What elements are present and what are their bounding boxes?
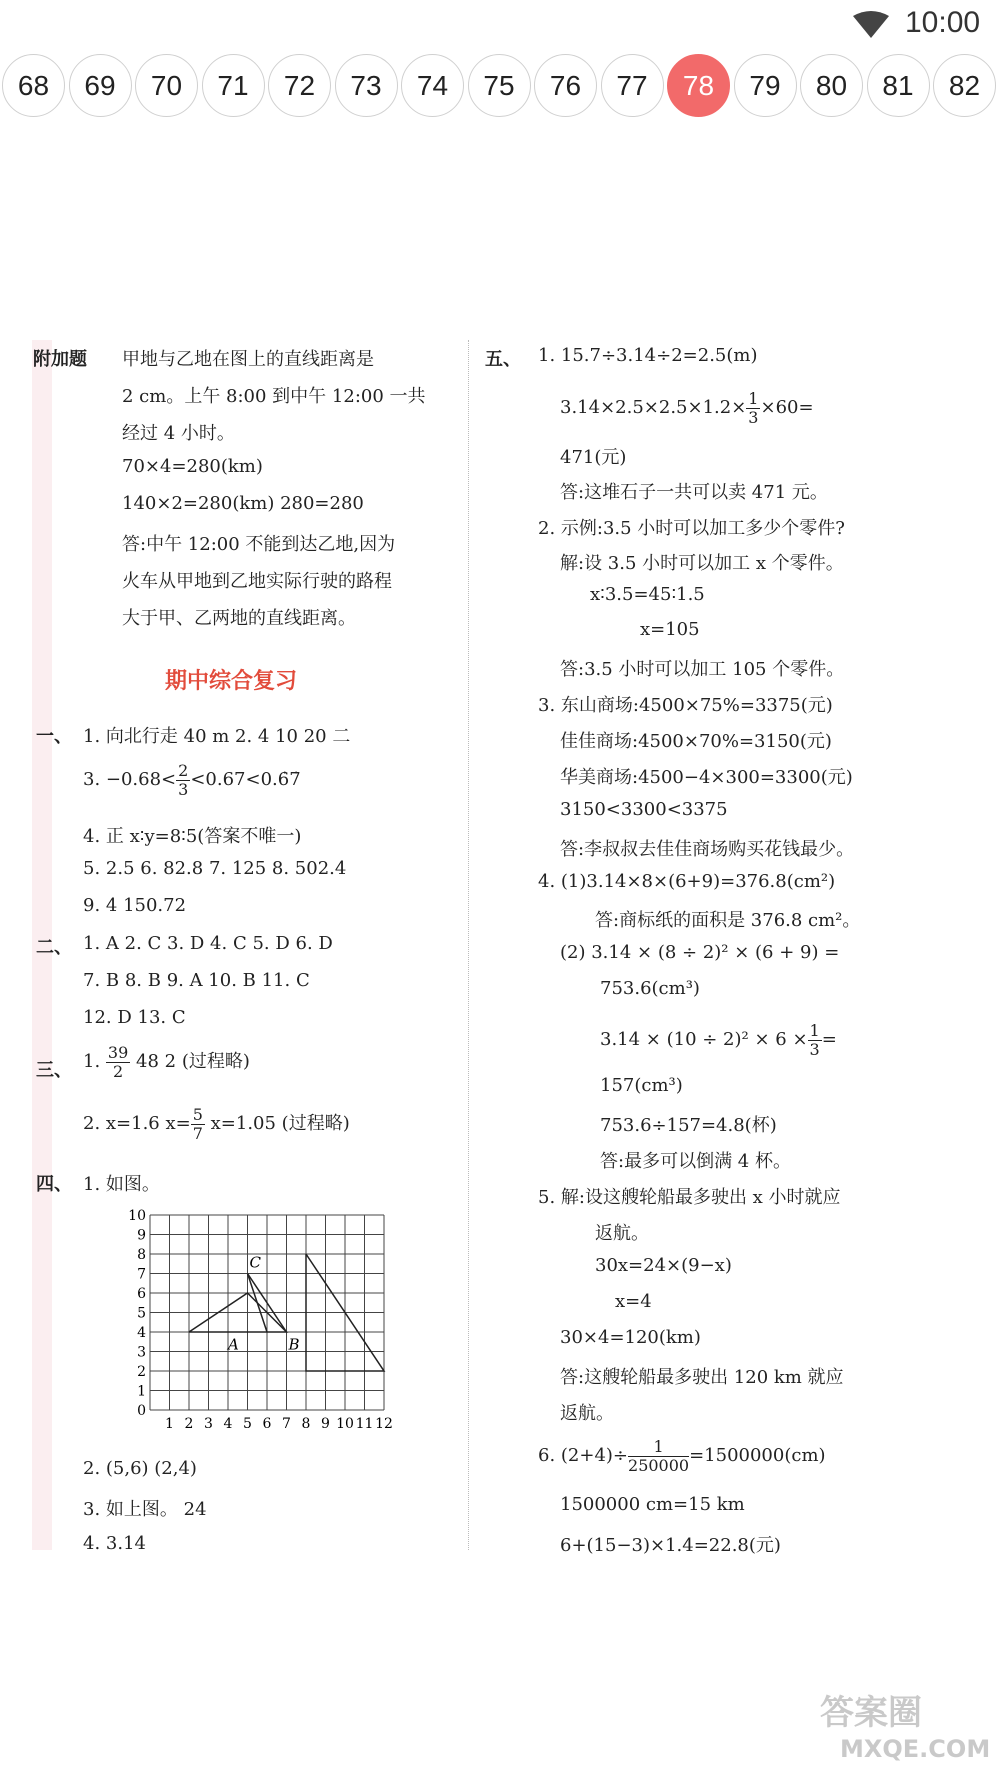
answer-line: 9. 4 150.72 (83, 895, 187, 916)
page-button-76[interactable]: 76 (534, 54, 597, 117)
page-button-71[interactable]: 71 (202, 54, 265, 117)
answer-line: 30x=24×(9−x) (595, 1255, 732, 1276)
answer-line: 3150<3300<3375 (560, 799, 728, 820)
answer-line: 1. 向北行走 40 m 2. 4 10 20 二 (83, 726, 351, 747)
y-tick-label: 6 (137, 1286, 146, 1302)
fraction-num: 39 (107, 1043, 129, 1062)
x-tick-label: 5 (243, 1416, 252, 1432)
answer-line: 华美商场:4500−4×300=3300(元) (560, 767, 853, 788)
answer-line (538, 1438, 826, 1474)
page-selector (0, 54, 1000, 126)
answer-text: 3.14 × (10 ÷ 2)² × 6 × (600, 1029, 808, 1051)
page-button-68[interactable]: 68 (2, 54, 65, 117)
clock: 10:00 (905, 6, 981, 39)
extra-line: 140×2=280(km) 280=280 (122, 493, 364, 514)
answer-line: (2) 3.14 × (8 ÷ 2)² × (6 + 9) = (560, 942, 840, 963)
watermark-logo: 答案圈 (820, 1693, 922, 1733)
fraction-den: 3 (178, 779, 189, 799)
status-bar (0, 0, 1000, 50)
x-tick-label: 6 (262, 1416, 272, 1432)
answer-line: x=4 (615, 1291, 652, 1312)
page-button-81[interactable]: 81 (867, 54, 930, 117)
x-tick-label: 7 (282, 1416, 291, 1432)
answer-text: 3.14×2.5×2.5×1.2× (560, 397, 747, 419)
answer-line (560, 390, 814, 426)
point-label-a: A (228, 1335, 239, 1354)
coordinate-grid (130, 1208, 400, 1438)
fraction (191, 1106, 205, 1142)
fraction-den: 250000 (628, 1455, 690, 1475)
page-button-82[interactable]: 82 (933, 54, 996, 117)
answer-text: 48 2 (过程略) (136, 1051, 250, 1073)
fraction-num: 1 (809, 1021, 820, 1040)
x-tick-label: 10 (336, 1416, 354, 1432)
column-divider (468, 340, 469, 1550)
y-tick-label: 1 (137, 1383, 146, 1400)
x-tick-label: 2 (184, 1416, 194, 1432)
extra-line: 答:中午 12:00 不能到达乙地,因为 (122, 534, 396, 555)
answer-line: 4. (1)3.14×8×(6+9)=376.8(cm²) (538, 871, 836, 892)
answer-text: 6. (2+4)÷ (538, 1445, 629, 1467)
answer-line: 佳佳商场:4500×70%=3150(元) (560, 731, 832, 752)
answer-text: = (821, 1029, 837, 1051)
fraction-num: 5 (192, 1105, 203, 1124)
answer-line (83, 1044, 250, 1080)
section-2-label: 二、 (36, 937, 72, 958)
extra-line: 大于甲、乙两地的直线距离。 (122, 608, 356, 629)
answer-line: 4. 正 x∶y=8∶5(答案不唯一) (83, 826, 302, 847)
answer-line: x=105 (640, 619, 700, 640)
x-tick-label: 4 (223, 1416, 233, 1432)
x-tick-label: 12 (375, 1416, 393, 1432)
section-title: 期中综合复习 (165, 669, 298, 694)
y-tick-label: 3 (137, 1344, 146, 1361)
answer-text: <0.67<0.6̇7̇ (190, 769, 301, 791)
answer-line: 753.6÷157=4.8(杯) (600, 1115, 777, 1136)
answer-line: 答:这艘轮船最多驶出 120 km 就应 (560, 1367, 844, 1388)
wifi-icon (853, 12, 889, 38)
fraction (808, 1022, 822, 1058)
section-5-label: 五、 (485, 349, 521, 370)
extra-line: 70×4=280(km) (122, 456, 263, 477)
answer-line: 5. 2.5 6. 82.8 7. 125 8. 502.4 (83, 858, 347, 879)
y-tick-label: 2 (137, 1364, 146, 1380)
answer-line: 157(cm³) (600, 1075, 683, 1096)
answer-line: 答:最多可以倒满 4 杯。 (600, 1151, 791, 1172)
answer-text: x=1.05 (过程略) (210, 1113, 350, 1135)
point-label-c: C (249, 1253, 261, 1272)
x-tick-label: 3 (204, 1416, 213, 1432)
answer-line: 12. D 13. C (83, 1007, 186, 1028)
answer-line (600, 1022, 837, 1058)
x-tick-label: 11 (355, 1416, 374, 1432)
answer-text: =1500000(cm) (689, 1445, 826, 1467)
page-button-73[interactable]: 73 (335, 54, 398, 117)
x-tick-label: 9 (321, 1416, 330, 1432)
answer-line (83, 1106, 350, 1142)
answer-line: 4. 3.14 (83, 1533, 146, 1554)
fraction-den: 3 (748, 407, 759, 427)
y-tick-label: 5 (137, 1305, 146, 1322)
extra-line: 火车从甲地到乙地实际行驶的路程 (122, 571, 392, 592)
answer-line: 7. B 8. B 9. A 10. B 11. C (83, 970, 310, 991)
section-1-label: 一、 (36, 726, 72, 747)
fraction-den: 7 (192, 1123, 203, 1143)
answer-text: ×60= (760, 397, 814, 419)
page-button-70[interactable]: 70 (135, 54, 198, 117)
answer-line: 2. 示例:3.5 小时可以加工多少个零件? (538, 518, 845, 539)
extra-label: 附加题 (33, 349, 87, 370)
answer-line: 返航。 (595, 1223, 649, 1244)
answer-line: 1. A 2. C 3. D 4. C 5. D 6. D (83, 933, 333, 954)
answer-text: 2. x=1.6 x= (83, 1113, 191, 1135)
page-button-74[interactable]: 74 (401, 54, 464, 117)
page-button-79[interactable]: 79 (734, 54, 797, 117)
page-button-72[interactable]: 72 (268, 54, 331, 117)
y-tick-label: 7 (137, 1266, 146, 1283)
answer-line: x∶3.5=45∶1.5 (590, 584, 705, 605)
fraction-num: 2 (178, 761, 189, 780)
fraction (746, 390, 760, 426)
y-tick-label: 10 (128, 1208, 146, 1224)
page-button-80[interactable]: 80 (800, 54, 863, 117)
fraction (106, 1044, 130, 1080)
answer-line: 6+(15−3)×1.4=22.8(元) (560, 1535, 781, 1556)
extra-line: 经过 4 小时。 (122, 423, 235, 444)
answer-line: 1500000 cm=15 km (560, 1494, 745, 1515)
x-tick-label: 8 (301, 1416, 311, 1432)
answer-line: 3. 如上图。 24 (83, 1499, 207, 1520)
section-4-label: 四、 (36, 1174, 72, 1195)
watermark-url: MXQE.COM (840, 1735, 991, 1763)
answer-line: 答:商标纸的面积是 376.8 cm²。 (595, 910, 861, 931)
y-tick-label: 4 (137, 1325, 146, 1341)
answer-line: 答:李叔叔去佳佳商场购买花钱最少。 (560, 839, 855, 860)
page-button-75[interactable]: 75 (468, 54, 531, 117)
page-button-77[interactable]: 77 (601, 54, 664, 117)
answer-line: 返航。 (560, 1403, 614, 1424)
point-label-b: B (288, 1335, 300, 1354)
y-tick-label: 9 (137, 1227, 146, 1244)
answer-line: 2. (5,6) (2,4) (83, 1458, 197, 1479)
fraction-num: 1 (628, 1438, 689, 1457)
fraction (628, 1438, 689, 1474)
answer-line: 5. 解:设这艘轮船最多驶出 x 小时就应 (538, 1187, 841, 1208)
extra-line: 2 cm。上午 8:00 到中午 12:00 一共 (122, 386, 426, 407)
y-tick-label: 0 (137, 1403, 146, 1419)
answer-line: 1. 15.7÷3.14÷2=2.5(m) (538, 345, 758, 366)
page-button-78[interactable]: 78 (667, 54, 730, 117)
answer-line: 解:设 3.5 小时可以加工 x 个零件。 (560, 553, 844, 574)
x-tick-label: 1 (165, 1416, 174, 1432)
fraction-den: 3 (809, 1039, 820, 1059)
section-3-label: 三、 (36, 1060, 72, 1081)
fraction-den: 2 (113, 1061, 124, 1081)
answer-line (83, 762, 301, 798)
page-button-69[interactable]: 69 (69, 54, 132, 117)
answer-text: 3. −0.68< (83, 769, 177, 791)
answer-line: 答:3.5 小时可以加工 105 个零件。 (560, 659, 845, 680)
answer-line: 1. 如图。 (83, 1174, 160, 1195)
answer-line: 答:这堆石子一共可以卖 471 元。 (560, 482, 828, 503)
answer-line: 471(元) (560, 447, 627, 468)
answer-line: 30×4=120(km) (560, 1327, 701, 1348)
fraction-num: 1 (748, 389, 759, 408)
answer-line: 753.6(cm³) (600, 978, 700, 999)
answer-line: 3. 东山商场:4500×75%=3375(元) (538, 695, 833, 716)
answer-text: 1. (83, 1051, 101, 1073)
fraction (176, 762, 190, 798)
extra-line: 甲地与乙地在图上的直线距离是 (122, 349, 374, 370)
y-tick-label: 8 (137, 1247, 146, 1263)
